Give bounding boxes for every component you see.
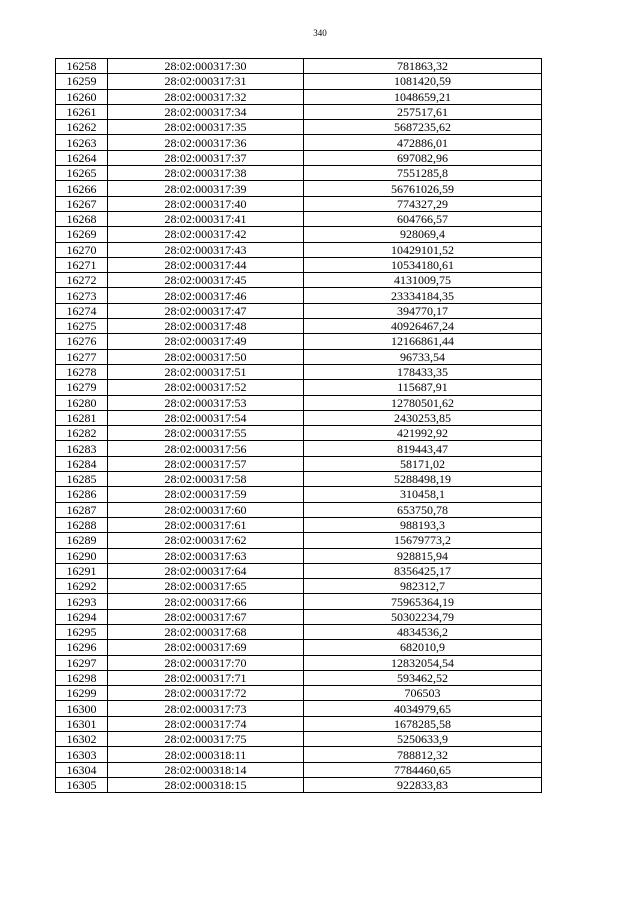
cadastral-number-cell: 28:02:000317:36 xyxy=(108,135,304,150)
cadastral-number-cell: 28:02:000317:73 xyxy=(108,701,304,716)
cadastral-number-cell: 28:02:000317:50 xyxy=(108,349,304,364)
cadastral-number-cell: 28:02:000318:11 xyxy=(108,747,304,762)
value-cell: 922833,83 xyxy=(304,777,542,792)
table-row xyxy=(56,410,542,425)
cadastral-number-cell: 28:02:000317:71 xyxy=(108,670,304,685)
cadastral-number-cell: 28:02:000317:64 xyxy=(108,563,304,578)
row-number-cell: 16305 xyxy=(56,777,108,792)
value-cell: 40926467,24 xyxy=(304,319,542,334)
value-cell: 1048659,21 xyxy=(304,89,542,104)
table-row xyxy=(56,533,542,548)
table-row xyxy=(56,211,542,226)
row-number-cell: 16276 xyxy=(56,334,108,349)
page-number: 340 xyxy=(313,28,327,38)
table-row xyxy=(56,380,542,395)
row-number-cell: 16272 xyxy=(56,273,108,288)
value-cell: 4034979,65 xyxy=(304,701,542,716)
table-row xyxy=(56,762,542,777)
table-row xyxy=(56,59,542,74)
row-number-cell: 16286 xyxy=(56,487,108,502)
table-body xyxy=(56,59,542,793)
cadastral-number-cell: 28:02:000317:68 xyxy=(108,624,304,639)
cadastral-number-cell: 28:02:000317:41 xyxy=(108,211,304,226)
table-row xyxy=(56,456,542,471)
value-cell: 56761026,59 xyxy=(304,181,542,196)
value-cell: 10534180,61 xyxy=(304,257,542,272)
value-cell: 2430253,85 xyxy=(304,410,542,425)
row-number-cell: 16269 xyxy=(56,227,108,242)
table-row xyxy=(56,166,542,181)
value-cell: 781863,32 xyxy=(304,59,542,74)
value-cell: 988193,3 xyxy=(304,517,542,532)
value-cell: 5250633,9 xyxy=(304,732,542,747)
value-cell: 7551285,8 xyxy=(304,166,542,181)
table-row xyxy=(56,120,542,135)
table-row xyxy=(56,579,542,594)
row-number-cell: 16299 xyxy=(56,686,108,701)
cadastral-number-cell: 28:02:000317:32 xyxy=(108,89,304,104)
row-number-cell: 16278 xyxy=(56,364,108,379)
row-number-cell: 16262 xyxy=(56,120,108,135)
row-number-cell: 16296 xyxy=(56,640,108,655)
row-number-cell: 16261 xyxy=(56,104,108,119)
cadastral-number-cell: 28:02:000317:60 xyxy=(108,502,304,517)
row-number-cell: 16266 xyxy=(56,181,108,196)
row-number-cell: 16301 xyxy=(56,716,108,731)
table-row xyxy=(56,74,542,89)
value-cell: 982312,7 xyxy=(304,579,542,594)
table-row xyxy=(56,104,542,119)
table-row xyxy=(56,502,542,517)
data-table xyxy=(55,58,542,793)
value-cell: 472886,01 xyxy=(304,135,542,150)
row-number-cell: 16277 xyxy=(56,349,108,364)
table-row xyxy=(56,487,542,502)
cadastral-number-cell: 28:02:000317:49 xyxy=(108,334,304,349)
row-number-cell: 16287 xyxy=(56,502,108,517)
value-cell: 682010,9 xyxy=(304,640,542,655)
value-cell: 4834536,2 xyxy=(304,624,542,639)
cadastral-number-cell: 28:02:000317:69 xyxy=(108,640,304,655)
cadastral-number-cell: 28:02:000317:30 xyxy=(108,59,304,74)
value-cell: 257517,61 xyxy=(304,104,542,119)
value-cell: 819443,47 xyxy=(304,441,542,456)
table-row xyxy=(56,150,542,165)
row-number-cell: 16270 xyxy=(56,242,108,257)
cadastral-number-cell: 28:02:000317:58 xyxy=(108,472,304,487)
value-cell: 394770,17 xyxy=(304,303,542,318)
cadastral-number-cell: 28:02:000317:42 xyxy=(108,227,304,242)
value-cell: 12832054,54 xyxy=(304,655,542,670)
value-cell: 774327,29 xyxy=(304,196,542,211)
cadastral-number-cell: 28:02:000317:57 xyxy=(108,456,304,471)
row-number-cell: 16304 xyxy=(56,762,108,777)
cadastral-number-cell: 28:02:000317:63 xyxy=(108,548,304,563)
cadastral-number-cell: 28:02:000317:35 xyxy=(108,120,304,135)
cadastral-number-cell: 28:02:000317:38 xyxy=(108,166,304,181)
cadastral-number-cell: 28:02:000317:61 xyxy=(108,517,304,532)
row-number-cell: 16258 xyxy=(56,59,108,74)
cadastral-number-cell: 28:02:000317:34 xyxy=(108,104,304,119)
cadastral-number-cell: 28:02:000318:14 xyxy=(108,762,304,777)
cadastral-number-cell: 28:02:000317:62 xyxy=(108,533,304,548)
table-row xyxy=(56,273,542,288)
cadastral-number-cell: 28:02:000317:43 xyxy=(108,242,304,257)
table-row xyxy=(56,196,542,211)
row-number-cell: 16295 xyxy=(56,624,108,639)
row-number-cell: 16297 xyxy=(56,655,108,670)
value-cell: 8356425,17 xyxy=(304,563,542,578)
table-row xyxy=(56,303,542,318)
value-cell: 421992,92 xyxy=(304,426,542,441)
row-number-cell: 16290 xyxy=(56,548,108,563)
cadastral-number-cell: 28:02:000317:48 xyxy=(108,319,304,334)
cadastral-number-cell: 28:02:000317:52 xyxy=(108,380,304,395)
value-cell: 653750,78 xyxy=(304,502,542,517)
row-number-cell: 16284 xyxy=(56,456,108,471)
table-row xyxy=(56,319,542,334)
table-row xyxy=(56,716,542,731)
row-number-cell: 16264 xyxy=(56,150,108,165)
cadastral-number-cell: 28:02:000317:65 xyxy=(108,579,304,594)
value-cell: 50302234,79 xyxy=(304,609,542,624)
value-cell: 928815,94 xyxy=(304,548,542,563)
table-row xyxy=(56,334,542,349)
table-row xyxy=(56,441,542,456)
row-number-cell: 16288 xyxy=(56,517,108,532)
row-number-cell: 16267 xyxy=(56,196,108,211)
table-row xyxy=(56,594,542,609)
value-cell: 697082,96 xyxy=(304,150,542,165)
cadastral-number-cell: 28:02:000317:66 xyxy=(108,594,304,609)
table-row xyxy=(56,426,542,441)
table-row xyxy=(56,242,542,257)
value-cell: 96733,54 xyxy=(304,349,542,364)
table-row xyxy=(56,517,542,532)
table-row xyxy=(56,701,542,716)
value-cell: 593462,52 xyxy=(304,670,542,685)
table-row xyxy=(56,777,542,792)
row-number-cell: 16260 xyxy=(56,89,108,104)
table-row xyxy=(56,686,542,701)
value-cell: 12166861,44 xyxy=(304,334,542,349)
row-number-cell: 16274 xyxy=(56,303,108,318)
row-number-cell: 16289 xyxy=(56,533,108,548)
value-cell: 4131009,75 xyxy=(304,273,542,288)
value-cell: 5288498,19 xyxy=(304,472,542,487)
value-cell: 7784460,65 xyxy=(304,762,542,777)
value-cell: 706503 xyxy=(304,686,542,701)
table-row xyxy=(56,732,542,747)
cadastral-number-cell: 28:02:000317:31 xyxy=(108,74,304,89)
value-cell: 10429101,52 xyxy=(304,242,542,257)
table-row xyxy=(56,227,542,242)
row-number-cell: 16273 xyxy=(56,288,108,303)
table-row xyxy=(56,135,542,150)
value-cell: 1678285,58 xyxy=(304,716,542,731)
cadastral-number-cell: 28:02:000317:74 xyxy=(108,716,304,731)
table-row xyxy=(56,472,542,487)
value-cell: 115687,91 xyxy=(304,380,542,395)
value-cell: 178433,35 xyxy=(304,364,542,379)
table-row xyxy=(56,670,542,685)
row-number-cell: 16281 xyxy=(56,410,108,425)
value-cell: 310458,1 xyxy=(304,487,542,502)
table-row xyxy=(56,624,542,639)
value-cell: 788812,32 xyxy=(304,747,542,762)
table-row xyxy=(56,349,542,364)
table-row xyxy=(56,655,542,670)
row-number-cell: 16280 xyxy=(56,395,108,410)
cadastral-number-cell: 28:02:000317:55 xyxy=(108,426,304,441)
table-row xyxy=(56,181,542,196)
table-row xyxy=(56,257,542,272)
cadastral-number-cell: 28:02:000317:53 xyxy=(108,395,304,410)
cadastral-number-cell: 28:02:000318:15 xyxy=(108,777,304,792)
table-row xyxy=(56,288,542,303)
row-number-cell: 16282 xyxy=(56,426,108,441)
row-number-cell: 16302 xyxy=(56,732,108,747)
value-cell: 58171,02 xyxy=(304,456,542,471)
value-cell: 604766,57 xyxy=(304,211,542,226)
cadastral-number-cell: 28:02:000317:72 xyxy=(108,686,304,701)
row-number-cell: 16298 xyxy=(56,670,108,685)
cadastral-number-cell: 28:02:000317:59 xyxy=(108,487,304,502)
value-cell: 5687235,62 xyxy=(304,120,542,135)
row-number-cell: 16275 xyxy=(56,319,108,334)
table-row xyxy=(56,395,542,410)
row-number-cell: 16300 xyxy=(56,701,108,716)
cadastral-number-cell: 28:02:000317:45 xyxy=(108,273,304,288)
table-row xyxy=(56,640,542,655)
table-row xyxy=(56,89,542,104)
table-row xyxy=(56,364,542,379)
value-cell: 23334184,35 xyxy=(304,288,542,303)
row-number-cell: 16283 xyxy=(56,441,108,456)
row-number-cell: 16294 xyxy=(56,609,108,624)
cadastral-number-cell: 28:02:000317:56 xyxy=(108,441,304,456)
cadastral-number-cell: 28:02:000317:75 xyxy=(108,732,304,747)
row-number-cell: 16285 xyxy=(56,472,108,487)
cadastral-number-cell: 28:02:000317:54 xyxy=(108,410,304,425)
row-number-cell: 16292 xyxy=(56,579,108,594)
row-number-cell: 16303 xyxy=(56,747,108,762)
cadastral-number-cell: 28:02:000317:70 xyxy=(108,655,304,670)
row-number-cell: 16293 xyxy=(56,594,108,609)
row-number-cell: 16259 xyxy=(56,74,108,89)
row-number-cell: 16271 xyxy=(56,257,108,272)
cadastral-number-cell: 28:02:000317:67 xyxy=(108,609,304,624)
row-number-cell: 16291 xyxy=(56,563,108,578)
table-row xyxy=(56,548,542,563)
value-cell: 928069,4 xyxy=(304,227,542,242)
value-cell: 12780501,62 xyxy=(304,395,542,410)
row-number-cell: 16268 xyxy=(56,211,108,226)
cadastral-number-cell: 28:02:000317:44 xyxy=(108,257,304,272)
cadastral-number-cell: 28:02:000317:51 xyxy=(108,364,304,379)
row-number-cell: 16279 xyxy=(56,380,108,395)
value-cell: 1081420,59 xyxy=(304,74,542,89)
cadastral-number-cell: 28:02:000317:40 xyxy=(108,196,304,211)
table-row xyxy=(56,609,542,624)
cadastral-number-cell: 28:02:000317:46 xyxy=(108,288,304,303)
value-cell: 15679773,2 xyxy=(304,533,542,548)
row-number-cell: 16263 xyxy=(56,135,108,150)
row-number-cell: 16265 xyxy=(56,166,108,181)
cadastral-number-cell: 28:02:000317:47 xyxy=(108,303,304,318)
value-cell: 75965364,19 xyxy=(304,594,542,609)
table-row xyxy=(56,563,542,578)
cadastral-number-cell: 28:02:000317:39 xyxy=(108,181,304,196)
cadastral-number-cell: 28:02:000317:37 xyxy=(108,150,304,165)
table-row xyxy=(56,747,542,762)
